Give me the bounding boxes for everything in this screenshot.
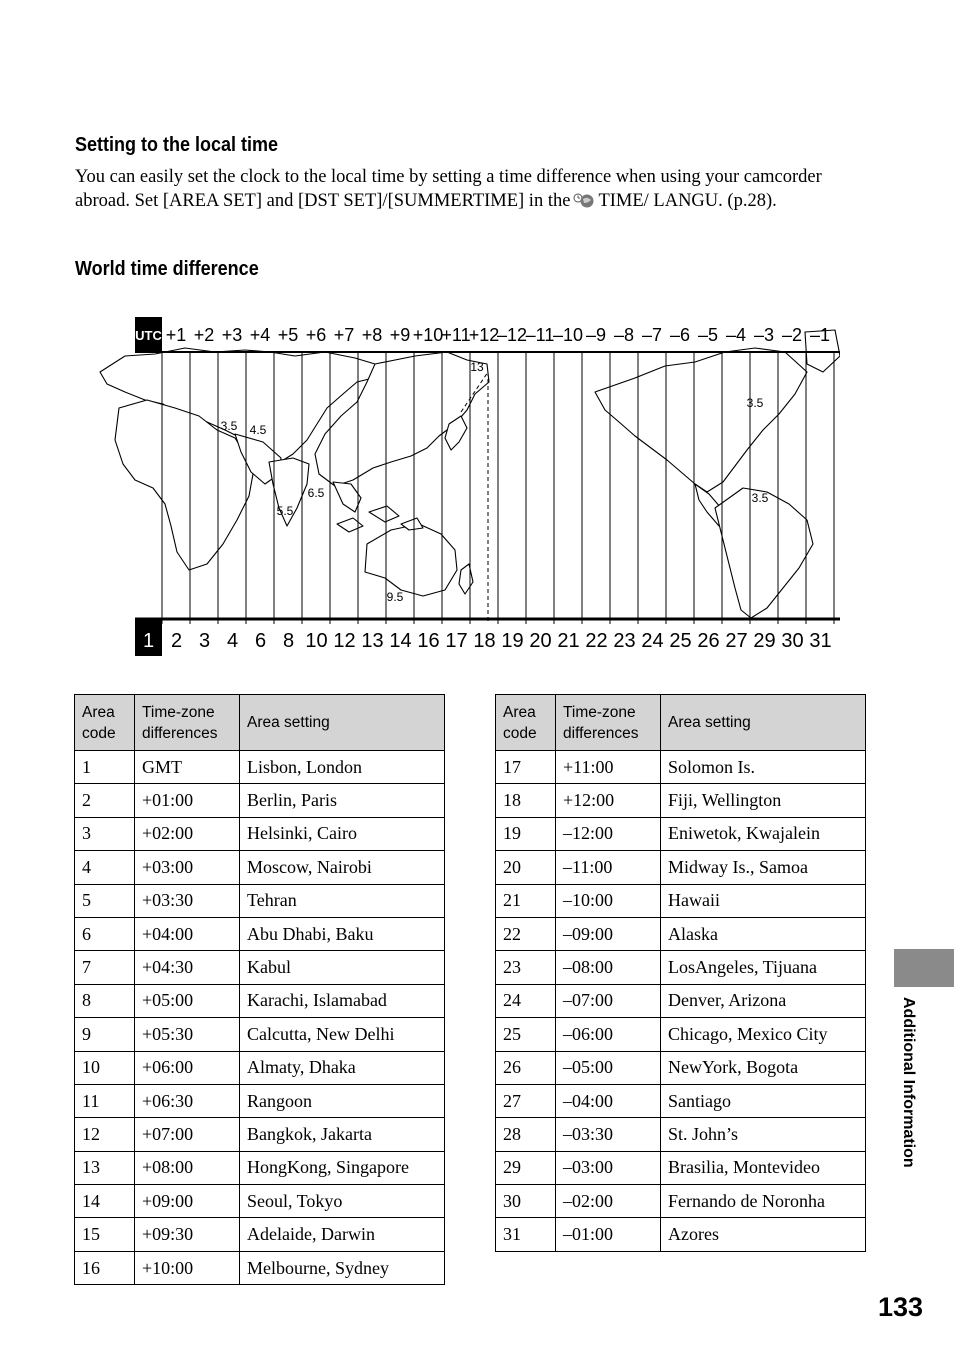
- time-diff-cell: +02:00: [135, 817, 240, 850]
- time-diff-cell: +11:00: [556, 751, 661, 784]
- area-code-cell: 22: [496, 917, 556, 950]
- time-diff-cell: –07:00: [556, 984, 661, 1017]
- header-area-setting: Area setting: [661, 695, 866, 751]
- area-setting-cell: Solomon Is.: [661, 751, 866, 784]
- intro-text-2: TIME/ LANGU. (p.28).: [598, 191, 777, 211]
- area-setting-cell: Brasilia, Montevideo: [661, 1151, 866, 1184]
- area-table-right: [495, 694, 866, 1252]
- area-code-label: 31: [809, 630, 832, 652]
- utc-label: UTC: [135, 328, 162, 343]
- area-table-left: [74, 694, 445, 1285]
- time-diff-cell: +09:30: [135, 1218, 240, 1251]
- area-code-cell: 11: [75, 1084, 135, 1117]
- table-row: [496, 984, 866, 1017]
- zone-offset-label: +11: [441, 325, 471, 345]
- zone-offset-label: –8: [613, 325, 635, 345]
- table-header-row: [75, 695, 445, 751]
- area-code-label: 21: [557, 630, 580, 652]
- time-diff-cell: +07:00: [135, 1118, 240, 1151]
- zone-offset-label: –2: [781, 325, 803, 345]
- area-code-cell: 2: [75, 784, 135, 817]
- area-code-cell: 26: [496, 1051, 556, 1084]
- table-row: [75, 1218, 445, 1251]
- area-setting-cell: Adelaide, Darwin: [240, 1218, 445, 1251]
- table-row: [75, 784, 445, 817]
- zone-offset-label: –5: [697, 325, 719, 345]
- zone-offset-label: –9: [585, 325, 607, 345]
- time-diff-cell: +03:30: [135, 884, 240, 917]
- area-setting-cell: Lisbon, London: [240, 751, 445, 784]
- table-row: [75, 917, 445, 950]
- area-code-label: 22: [585, 630, 608, 652]
- zone-offset-label: –11: [525, 325, 555, 345]
- table-row: [496, 951, 866, 984]
- time-diff-cell: +05:30: [135, 1018, 240, 1051]
- time-diff-cell: –09:00: [556, 917, 661, 950]
- zone-offset-label: –12: [496, 325, 528, 345]
- area-code-cell: 24: [496, 984, 556, 1017]
- page-number: 133: [878, 1292, 924, 1322]
- section-title-world-time: World time difference: [75, 258, 259, 280]
- table-row: [75, 751, 445, 784]
- table-row: [75, 1251, 445, 1284]
- area-code-cell: 12: [75, 1118, 135, 1151]
- time-diff-cell: +03:00: [135, 851, 240, 884]
- zone-offset-label: +1: [165, 325, 187, 345]
- world-time-zone-map: [95, 312, 840, 657]
- intro-paragraph: [75, 165, 855, 216]
- area-code-label: 13: [361, 630, 384, 652]
- area-setting-cell: Fernando de Noronha: [661, 1185, 866, 1218]
- area-setting-cell: Tehran: [240, 884, 445, 917]
- zone-offset-label: –7: [641, 325, 663, 345]
- area-code-cell: 13: [75, 1151, 135, 1184]
- table-header-row: [496, 695, 866, 751]
- table-row: [75, 1118, 445, 1151]
- area-code-label: 27: [725, 630, 748, 652]
- area-code-cell: 16: [75, 1251, 135, 1284]
- area-code-cell: 6: [75, 917, 135, 950]
- table-row: [75, 1084, 445, 1117]
- table-row: [75, 951, 445, 984]
- area-setting-cell: Fiji, Wellington: [661, 784, 866, 817]
- area-code-label: 20: [529, 630, 552, 652]
- header-time-zone: Time-zone differences: [556, 695, 661, 751]
- zone-offset-label: +12: [468, 325, 500, 345]
- time-diff-cell: –05:00: [556, 1051, 661, 1084]
- table-row: [496, 817, 866, 850]
- time-diff-cell: +05:00: [135, 984, 240, 1017]
- area-setting-cell: Kabul: [240, 951, 445, 984]
- table-row: [75, 984, 445, 1017]
- area-setting-cell: Santiago: [661, 1084, 866, 1117]
- zone-offset-label: +4: [249, 325, 271, 345]
- area-code-cell: 21: [496, 884, 556, 917]
- time-diff-cell: –10:00: [556, 884, 661, 917]
- area-setting-cell: HongKong, Singapore: [240, 1151, 445, 1184]
- header-area-setting: Area setting: [240, 695, 445, 751]
- zone-offset-label: +3: [221, 325, 243, 345]
- zone-offset-label: –4: [725, 325, 747, 345]
- half-hour-zone-label: 6.5: [307, 486, 325, 500]
- area-setting-cell: NewYork, Bogota: [661, 1051, 866, 1084]
- area-code-label: 17: [445, 630, 468, 652]
- area-setting-cell: Almaty, Dhaka: [240, 1051, 445, 1084]
- area-code-cell: 28: [496, 1118, 556, 1151]
- time-diff-cell: –06:00: [556, 1018, 661, 1051]
- time-diff-cell: +12:00: [556, 784, 661, 817]
- area-code-label: 12: [333, 630, 356, 652]
- area-setting-cell: Abu Dhabi, Baku: [240, 917, 445, 950]
- table-row: [496, 1218, 866, 1251]
- zone-offset-label: +2: [193, 325, 215, 345]
- area-setting-cell: Alaska: [661, 917, 866, 950]
- area-code-label: 18: [473, 630, 496, 652]
- area-setting-cell: Calcutta, New Delhi: [240, 1018, 445, 1051]
- table-row: [75, 884, 445, 917]
- area-code-label: 24: [641, 630, 664, 652]
- area-code-cell: 25: [496, 1018, 556, 1051]
- area-setting-cell: Midway Is., Samoa: [661, 851, 866, 884]
- zone-offset-label: +10: [412, 325, 444, 345]
- area-setting-cell: Azores: [661, 1218, 866, 1251]
- time-diff-cell: +08:00: [135, 1151, 240, 1184]
- area-setting-cell: Eniwetok, Kwajalein: [661, 817, 866, 850]
- area-code-cell: 17: [496, 751, 556, 784]
- chapter-label-text: Additional Information: [900, 997, 917, 1168]
- time-diff-cell: +01:00: [135, 784, 240, 817]
- zone-offset-label: –3: [753, 325, 775, 345]
- header-time-zone: Time-zone differences: [135, 695, 240, 751]
- table-row: [496, 1084, 866, 1117]
- time-diff-cell: –03:00: [556, 1151, 661, 1184]
- area-code-label: 4: [226, 630, 239, 652]
- table-row: [496, 1018, 866, 1051]
- area-code-cell: 20: [496, 851, 556, 884]
- time-diff-cell: –11:00: [556, 851, 661, 884]
- table-row: [75, 817, 445, 850]
- time-diff-cell: –04:00: [556, 1084, 661, 1117]
- table-row: [75, 1051, 445, 1084]
- table-row: [75, 1018, 445, 1051]
- area-code-cell: 9: [75, 1018, 135, 1051]
- area-setting-cell: Berlin, Paris: [240, 784, 445, 817]
- area-setting-cell: Melbourne, Sydney: [240, 1251, 445, 1284]
- table-row: [75, 851, 445, 884]
- area-setting-cell: Seoul, Tokyo: [240, 1185, 445, 1218]
- zone-offset-label: +9: [389, 325, 411, 345]
- area-code-label: 8: [282, 630, 295, 652]
- zone-offset-label: +7: [333, 325, 355, 345]
- half-hour-zone-label: 4.5: [249, 423, 267, 437]
- half-hour-zone-label: 5.5: [276, 504, 294, 518]
- area-code-label: 3: [198, 630, 211, 652]
- area-code-label: 10: [305, 630, 328, 652]
- area-code-label: 2: [170, 630, 183, 652]
- zone-offset-label: +6: [305, 325, 327, 345]
- area-code-cell: 14: [75, 1185, 135, 1218]
- area-code-cell: 1: [75, 751, 135, 784]
- area-code-cell: 7: [75, 951, 135, 984]
- area-setting-cell: Rangoon: [240, 1084, 445, 1117]
- area-setting-cell: Denver, Arizona: [661, 984, 866, 1017]
- table-row: [496, 851, 866, 884]
- area-setting-cell: Chicago, Mexico City: [661, 1018, 866, 1051]
- table-row: [496, 784, 866, 817]
- area-setting-cell: Bangkok, Jakarta: [240, 1118, 445, 1151]
- time-diff-cell: –03:30: [556, 1118, 661, 1151]
- area-code-label: 26: [697, 630, 720, 652]
- area-code-cell: 8: [75, 984, 135, 1017]
- time-diff-cell: –08:00: [556, 951, 661, 984]
- area-code-cell: 31: [496, 1218, 556, 1251]
- header-area-code: Area code: [496, 695, 556, 751]
- half-hour-zone-label: 13: [470, 360, 484, 374]
- time-diff-cell: +09:00: [135, 1185, 240, 1218]
- area-setting-cell: St. John’s: [661, 1118, 866, 1151]
- half-hour-zone-label: 3.5: [751, 491, 769, 505]
- area-setting-cell: LosAngeles, Tijuana: [661, 951, 866, 984]
- time-diff-cell: +06:30: [135, 1084, 240, 1117]
- time-diff-cell: +06:00: [135, 1051, 240, 1084]
- area-code-cell: 19: [496, 817, 556, 850]
- area-code-cell: 27: [496, 1084, 556, 1117]
- area-code-label: 29: [753, 630, 776, 652]
- zone-offset-label: –6: [669, 325, 691, 345]
- area-setting-cell: Moscow, Nairobi: [240, 851, 445, 884]
- zone-offset-label: –10: [552, 325, 584, 345]
- area-setting-cell: Hawaii: [661, 884, 866, 917]
- section-title-local-time: Setting to the local time: [75, 134, 279, 156]
- time-diff-cell: +10:00: [135, 1251, 240, 1284]
- area-code-label: 16: [417, 630, 440, 652]
- area-setting-cell: Karachi, Islamabad: [240, 984, 445, 1017]
- area-code-cell: 3: [75, 817, 135, 850]
- table-row: [496, 1051, 866, 1084]
- time-diff-cell: GMT: [135, 751, 240, 784]
- area-code-cell: 4: [75, 851, 135, 884]
- table-row: [496, 884, 866, 917]
- time-diff-cell: –02:00: [556, 1185, 661, 1218]
- zone-offset-label: +5: [277, 325, 299, 345]
- time-diff-cell: +04:30: [135, 951, 240, 984]
- area-code-label: 1: [142, 630, 155, 652]
- area-code-cell: 23: [496, 951, 556, 984]
- area-code-label: 25: [669, 630, 692, 652]
- area-code-cell: 18: [496, 784, 556, 817]
- chapter-tab: [894, 949, 954, 987]
- intro-text-1: You can easily set the clock to the local time by setting a time difference when using your camcorder abroad. Set [AREA SET] and [DST SET]/[SUMMERTIME] in the: [75, 167, 822, 211]
- table-row: [75, 1185, 445, 1218]
- table-row: [496, 751, 866, 784]
- half-hour-zone-label: 3.5: [746, 396, 764, 410]
- area-setting-cell: Helsinki, Cairo: [240, 817, 445, 850]
- zone-offset-label: –1: [809, 325, 831, 345]
- area-code-cell: 10: [75, 1051, 135, 1084]
- time-diff-cell: +04:00: [135, 917, 240, 950]
- zone-offset-label: +8: [361, 325, 383, 345]
- chapter-label: [897, 997, 923, 1197]
- table-row: [496, 1151, 866, 1184]
- time-langu-clock-globe-icon: [573, 191, 595, 216]
- area-code-cell: 30: [496, 1185, 556, 1218]
- time-diff-cell: –01:00: [556, 1218, 661, 1251]
- area-code-cell: 15: [75, 1218, 135, 1251]
- table-row: [496, 1185, 866, 1218]
- area-code-label: 6: [254, 630, 267, 652]
- area-code-cell: 29: [496, 1151, 556, 1184]
- area-code-label: 23: [613, 630, 636, 652]
- area-code-label: 14: [389, 630, 412, 652]
- half-hour-zone-label: 3.5: [220, 419, 238, 433]
- header-area-code: Area code: [75, 695, 135, 751]
- area-code-label: 30: [781, 630, 804, 652]
- table-row: [75, 1151, 445, 1184]
- table-row: [496, 917, 866, 950]
- area-code-cell: 5: [75, 884, 135, 917]
- table-row: [496, 1118, 866, 1151]
- area-code-label: 19: [501, 630, 524, 652]
- time-diff-cell: –12:00: [556, 817, 661, 850]
- half-hour-zone-label: 9.5: [386, 590, 404, 604]
